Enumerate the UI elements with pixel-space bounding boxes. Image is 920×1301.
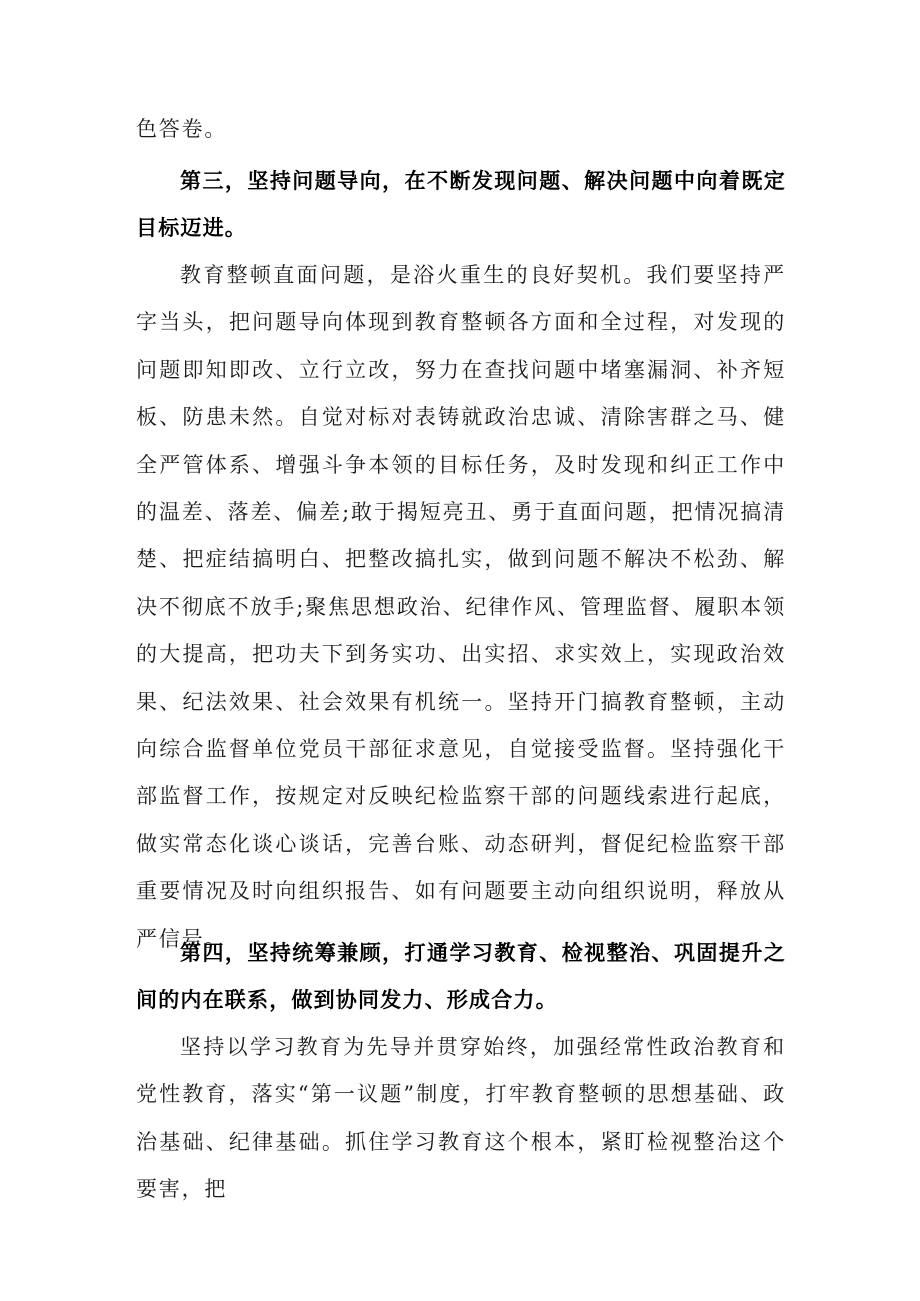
section-heading-3: 第三，坚持问题导向，在不断发现问题、解决问题中向着既定目标迈进。: [136, 169, 786, 241]
continuation-text: 色答卷。: [136, 117, 228, 141]
section-heading-4: 第四，坚持统筹兼顾，打通学习教育、检视整治、巩固提升之间的内在联系，做到协同发力、形成合力。: [136, 941, 786, 1013]
body-paragraph-3: 教育整顿直面问题，是浴火重生的良好契机。我们要坚持严字当头，把问题导向体现到教育整顿各方面和全过程，对发现的问题即知即改、立行立改，努力在查找问题中堵塞漏洞、补齐短板、防患未然。自觉对标对表铸就政治忠诚、清除害群之马、健全严管体系、增强斗争本领的目标任务，及时发现和纠正工作中的温差、落差、偏差;敢于揭短亮丑、勇于直面问题，把情况搞清楚、把症结搞明白、把整改搞扎实，做到问题不解决不松劲、解决不彻底不放手;聚焦思想政治、纪律作风、管理监督、履职本领的大提高，把功夫下到务实功、出实招、求实效上，实现政治效果、纪法效果、社会效果有机统一。坚持开门搞教育整顿，主动向综合监督单位党员干部征求意见，自觉接受监督。坚持强化干部监督工作，按规定对反映纪检监察干部的问题线索进行起底，做实常态化谈心谈话，完善台账、动态研判，督促纪检监察干部重要情况及时向组织报告、如有问题要主动向组织说明，释放从严信号。: [136, 263, 786, 951]
body-paragraph-4: 坚持以学习教育为先导并贯穿始终，加强经常性政治教育和党性教育，落实“第一议题”制度，打牢教育整顿的思想基础、政治基础、纪律基础。抓住学习教育这个根本，紧盯检视整治这个要害，把: [136, 1035, 786, 1202]
